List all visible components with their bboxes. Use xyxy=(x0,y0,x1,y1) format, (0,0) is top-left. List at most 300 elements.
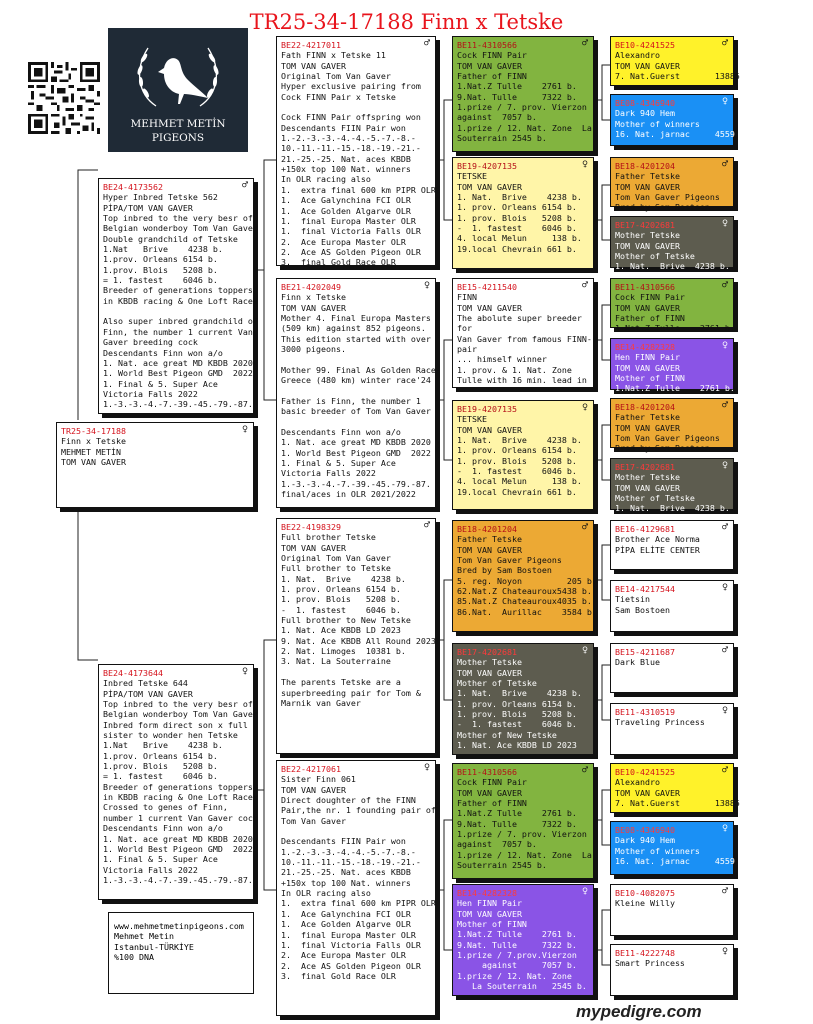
card-line: Father Tetske xyxy=(615,171,680,182)
card-line: MEHMET METİN xyxy=(61,446,121,457)
card-line: against 7057 b. xyxy=(457,839,537,850)
card-line: Hyper Inbred Tetske 562 xyxy=(103,192,218,203)
card-line: 2. Ace Europa Master OLR xyxy=(281,236,406,247)
card-granddam-paternal[interactable] xyxy=(276,278,436,508)
card-line: Mother of Tetske xyxy=(615,493,695,504)
male-symbol-icon: ♂ xyxy=(721,38,728,49)
card-line: 10.-11.-11.-15.-18.-19.-21.- xyxy=(281,143,421,154)
card-line: 1.prov. Blois 5208 b. xyxy=(103,264,218,275)
card-line: Finn, the number 1 current Van xyxy=(103,326,253,337)
card-subject[interactable] xyxy=(56,422,254,508)
card-line: Descendants FIIN Pair won xyxy=(281,836,406,847)
female-symbol-icon: ♀ xyxy=(423,762,430,773)
male-symbol-icon: ♂ xyxy=(721,645,728,656)
ring-number: BE10-4082075 xyxy=(615,888,675,898)
card-gg-8[interactable] xyxy=(610,458,734,514)
card-line: 19.local Chevrain 661 b. xyxy=(457,243,577,254)
card-line: 1.Nat Brive 4238 b. xyxy=(103,244,223,255)
card-line: 1.prize / 12. Nat. Zone La xyxy=(457,122,592,133)
card-gg-4[interactable] xyxy=(610,216,734,272)
card-line: TOM VAN GAVER xyxy=(457,544,522,555)
female-symbol-icon: ♀ xyxy=(721,823,728,834)
card-line: 1. extra final 600 km PIPR OLR xyxy=(281,898,436,909)
card-line: 1. prov. Blois 5208 b. xyxy=(457,455,577,466)
card-grandsire-paternal[interactable] xyxy=(276,36,436,266)
male-symbol-icon: ♂ xyxy=(423,38,430,49)
card-line xyxy=(103,306,249,316)
card-line: TOM VAN GAVER xyxy=(457,181,522,192)
female-symbol-icon: ♀ xyxy=(721,218,728,229)
ring-number: BE08-4346940 xyxy=(615,825,675,835)
card-line: Van Gaver from famous FINN- xyxy=(457,333,592,344)
card-grandsire-maternal[interactable] xyxy=(276,518,436,754)
card-gg-3[interactable] xyxy=(610,157,734,213)
card-line: Mother of winners xyxy=(615,118,700,129)
card-line: Mother of New Tetske xyxy=(457,729,557,740)
card-line: 1. final Europa Master OLR xyxy=(281,215,416,226)
card-line: Mother of Tetske xyxy=(615,251,695,262)
card-line: 1. Nat. Brive 4238 b. xyxy=(615,261,730,272)
qr-code-icon xyxy=(28,62,100,134)
card-line: 1. Final & 5. Super Ace xyxy=(103,378,218,389)
female-symbol-icon: ♀ xyxy=(721,340,728,351)
card-line: Direct doughter of the FINN xyxy=(281,795,416,806)
contact-dna: %100 DNA xyxy=(114,952,154,963)
card-line: 1.-3.-3.-4.-7.-39.-45.-79.-87. xyxy=(103,874,253,885)
card-line: PİPA ELİTE CENTER xyxy=(615,544,700,555)
card-line: Bred by Sam Bostoen xyxy=(615,443,710,454)
card-line: 1. prov. Orleans 6154 b. xyxy=(457,698,577,709)
ring-number: BE10-4241525 xyxy=(615,767,675,777)
card-line: Alexandro xyxy=(615,777,660,788)
ring-number: BE10-4241525 xyxy=(615,40,675,50)
card-line: 1. Nat. Brive 4238 b. xyxy=(457,435,582,446)
card-line: Gaver breeding cock xyxy=(103,337,198,348)
brand-logo xyxy=(108,28,248,152)
ring-number: BE17-4202681 xyxy=(615,220,675,230)
female-symbol-icon: ♀ xyxy=(581,886,588,897)
card-line xyxy=(281,667,431,677)
card-line: 1.Nat.Z Tulle 2761 b. xyxy=(457,929,577,940)
card-line: = 1. fastest 6046 b. xyxy=(103,771,218,782)
card-line: Mother of winners xyxy=(615,845,700,856)
card-line: Father of FINN xyxy=(457,71,527,82)
card-line: TOM VAN GAVER xyxy=(457,424,522,435)
card-line: Traveling Princess xyxy=(615,717,705,728)
ring-number: BE11-4310519 xyxy=(615,707,675,717)
card-line: Double grandchild of Tetske xyxy=(103,233,238,244)
card-line: 1. prov. Blois 5208 b. xyxy=(457,709,577,720)
card-gg-6[interactable] xyxy=(610,338,735,394)
card-line: 1.prize / 12. Nat. Zone La xyxy=(457,849,592,860)
card-line: Tulle with 16 min. lead in xyxy=(457,375,587,386)
card-line: TOM VAN GAVER xyxy=(457,302,522,313)
card-line: This edition started with over xyxy=(281,333,431,344)
card-line: 86.Nat. Aurillac 3584 b. xyxy=(457,606,597,617)
card-line: 1. prov. Blois 5208 b. xyxy=(457,212,577,223)
ring-number: BE22-4198329 xyxy=(281,522,341,532)
male-symbol-icon: ♂ xyxy=(581,38,588,49)
female-symbol-icon: ♀ xyxy=(581,402,588,413)
card-line: Full brother to New Tetske xyxy=(281,615,411,626)
card-line: Tom Van Gaver Pigeons xyxy=(457,555,562,566)
card-line: +150x top 100 Nat. winners xyxy=(281,877,411,888)
card-line: Cock FINN Pair xyxy=(457,777,527,788)
card-line: 1. prov. Orleans 6154 b. xyxy=(281,584,401,595)
card-line: Breeder of generations toppers xyxy=(103,781,253,792)
ring-number: BE18-4201204 xyxy=(615,402,675,412)
card-line: Hen FINN Pair xyxy=(457,898,522,909)
card-line: In OLR racing also xyxy=(281,174,371,185)
card-line: 1.Nat.Z Tulle 2761 b. xyxy=(615,383,735,394)
card-line: Descendants Finn won a/o xyxy=(281,426,401,437)
card-gg-1[interactable] xyxy=(610,36,740,86)
card-line: Dark 940 Hem xyxy=(615,108,675,119)
card-line: sister to wonder hen Tetske xyxy=(103,730,238,741)
card-line: ... himself winner xyxy=(457,354,547,365)
card-line: 1. Nat. Brive 4238 b. xyxy=(457,688,582,699)
card-line: 9.Nat. Tulle 7322 b. xyxy=(457,91,577,102)
card-line: 1.prize / 7. prov. Vierzon xyxy=(457,102,587,113)
card-line: 3000 pigeons. xyxy=(281,344,346,355)
card-line: 1. prov. Orleans 6154 b. xyxy=(457,202,577,213)
card-line: Mother of Tetske xyxy=(457,678,537,689)
ring-number: BE19-4207135 xyxy=(457,404,517,414)
card-line: 4. local Melun 138 b. xyxy=(457,233,582,244)
card-line: - 1. fastest 6046 b. xyxy=(457,466,577,477)
ring-number: BE17-4202681 xyxy=(615,462,675,472)
card-line: 1. extra final 600 km PIPR OLR xyxy=(281,184,436,195)
card-line: Father of FINN xyxy=(615,313,685,324)
card-line: Finn x Tetske xyxy=(281,292,346,303)
card-line: Pair,the nr. 1 founding pair of xyxy=(281,805,436,816)
card-line: 7. Nat.Guerst 13885 xyxy=(615,71,740,82)
ring-number: BE17-4202681 xyxy=(457,647,517,657)
card-line: in KBDB racing & One Loft Races xyxy=(103,792,258,803)
ring-number: BE14-4282328 xyxy=(457,888,517,898)
card-line: Tom Van Gaver Pigeons xyxy=(615,192,720,203)
card-line: 2. Ace AS Golden Pigeon OLR xyxy=(281,246,421,257)
card-line: Tietsin xyxy=(615,594,650,605)
ring-number: BE11-4310566 xyxy=(457,767,517,777)
card-line: TOM VAN GAVER xyxy=(457,908,522,919)
card-line: Inbred Tetske 644 xyxy=(103,678,188,689)
card-line: PİPA/TOM VAN GAVER xyxy=(103,202,193,213)
card-ggp-7[interactable] xyxy=(452,763,594,879)
card-line: Mother of FINN xyxy=(457,919,527,930)
logo-subtitle: PIGEONS xyxy=(151,132,205,144)
card-line: 1.Nat Brive 4238 b. xyxy=(103,740,223,751)
card-line: Mother Tetske xyxy=(615,472,680,483)
card-line: Cock FINN Pair xyxy=(615,292,685,303)
card-line: TOM VAN GAVER xyxy=(615,240,680,251)
ring-number: BE24-4173562 xyxy=(103,182,163,192)
card-line: 2. Nat. Limoges 10381 b. xyxy=(281,646,406,657)
card-line: The parents Tetske are a xyxy=(281,677,401,688)
card-line: Mother 4. Final Europa Masters xyxy=(281,313,431,324)
card-line: 1. Final & 5. Super Ace xyxy=(281,457,396,468)
contact-owner: Mehmet Metin xyxy=(114,931,174,942)
card-ggp-5[interactable] xyxy=(452,520,597,632)
card-line: Original Tom Van Gaver xyxy=(281,553,391,564)
card-line: Mother of FINN xyxy=(615,373,685,384)
ring-number: BE11-4310566 xyxy=(457,40,517,50)
female-symbol-icon: ♀ xyxy=(581,159,588,170)
card-line: in KBDB racing & One Loft Races xyxy=(103,295,258,306)
card-line: Victoria Falls 2022 xyxy=(103,388,198,399)
card-ggp-8[interactable] xyxy=(452,884,594,996)
card-line: 1.-2.-3.-3.-4.-4.-5.-7.-8.- xyxy=(281,846,416,857)
male-symbol-icon: ♂ xyxy=(721,765,728,776)
card-line: - 1. fastest 6046 b. xyxy=(281,604,401,615)
card-line: 1. Nat. Ace KBDB LD 2023 xyxy=(281,625,401,636)
card-line: Breeder of generations toppers xyxy=(103,285,253,296)
card-line: Descendants Finn won a/o xyxy=(103,347,223,358)
card-line: +150x top 100 Nat. winners xyxy=(281,164,411,175)
ring-number: TR25-34-17188 xyxy=(61,426,126,436)
female-symbol-icon: ♀ xyxy=(721,705,728,716)
male-symbol-icon: ♂ xyxy=(581,280,588,291)
contact-website: www.mehmetmetinpigeons.com xyxy=(114,921,244,931)
ring-number: BE11-4222748 xyxy=(615,948,675,958)
male-symbol-icon: ♂ xyxy=(721,159,728,170)
card-line: Fath FINN x Tetske 11 xyxy=(281,50,386,61)
card-gg-12[interactable] xyxy=(610,703,734,755)
card-line: Souterrain 2545 b. xyxy=(457,133,547,144)
ring-number: BE24-4173644 xyxy=(103,668,163,678)
ring-number: BE21-4202049 xyxy=(281,282,341,292)
card-line: Tom Van Gaver xyxy=(281,815,346,826)
card-line: 62.Nat.Z Chateauroux5438 b. xyxy=(457,586,592,597)
card-line: final/aces in OLR 2021/2022 xyxy=(281,488,416,499)
card-line: 1. prov. Blois 5208 b. xyxy=(281,594,401,605)
card-line: TOM VAN GAVER xyxy=(615,302,680,313)
card-line: 1.Nat.Z Tulle 2761 b. xyxy=(615,323,735,334)
ring-number: BE15-4211687 xyxy=(615,647,675,657)
card-line: 1.-3.-3.-4.-7.-39.-45.-79.-87. xyxy=(103,399,253,410)
card-line: 1.-2.-3.-3.-4.-4.-5.-7.-8.- xyxy=(281,133,416,144)
card-gg-9[interactable] xyxy=(610,520,734,570)
card-line: (509 km) against 852 pigeons. xyxy=(281,323,426,334)
card-line: TOM VAN GAVER xyxy=(61,457,126,468)
card-line: TETSKE xyxy=(457,171,487,182)
ring-number: BE19-4207135 xyxy=(457,161,517,171)
card-gg-2[interactable] xyxy=(610,94,734,146)
card-line: 4. local Melun 138 b. xyxy=(457,476,582,487)
pigeon-wreath-icon xyxy=(108,28,248,118)
card-line: 1.prov. Blois 5208 b. xyxy=(103,761,218,772)
card-line: 1. final Victoria Falls OLR xyxy=(281,939,421,950)
card-line: 1. Ace Golden Algarve OLR xyxy=(281,919,411,930)
card-line: Father Tetske xyxy=(615,412,680,423)
footer-brand: mypedigre.com xyxy=(576,1002,702,1021)
card-line: 1. prov. Orleans 6154 b. xyxy=(457,445,577,456)
card-gg-16[interactable] xyxy=(610,944,734,996)
card-line: Alexandro xyxy=(615,50,660,61)
card-line: 10.-11.-11.-15.-18.-19.-21.- xyxy=(281,857,421,868)
card-line: Finn x Tetske xyxy=(61,436,126,447)
card-ggp-4[interactable] xyxy=(452,400,594,510)
card-line: Souterrain 2545 b. xyxy=(457,860,547,871)
card-line: Top inbred to the very besr of xyxy=(103,213,253,224)
card-line: 9. Nat. Ace KBDB All Round 2023 xyxy=(281,635,436,646)
card-line: TOM VAN GAVER xyxy=(615,181,680,192)
female-symbol-icon: ♀ xyxy=(721,460,728,471)
card-line: 21.-25.-25. Nat. aces KBDB xyxy=(281,867,411,878)
card-line: Belgian wonderboy Tom Van Gaver xyxy=(103,709,258,720)
card-line: 7. Nat.Guerst 13885 xyxy=(615,798,740,809)
card-line: Father Tetske xyxy=(457,534,522,545)
ring-number: BE18-4201204 xyxy=(615,161,675,171)
card-line: TOM VAN GAVER xyxy=(457,60,522,71)
card-line: The abolute super breeder xyxy=(457,313,582,324)
card-line: 1.prize / 12. Nat. Zone xyxy=(457,970,572,981)
card-line: Bred by Sam Bostoen xyxy=(615,202,710,213)
card-line: = 1. fastest 6046 b. xyxy=(103,275,218,286)
card-line: 3. final Gold Race OLR xyxy=(281,970,396,981)
male-symbol-icon: ♂ xyxy=(721,886,728,897)
card-line: TOM VAN GAVER xyxy=(281,60,346,71)
card-line: 1. prov. & 1. Nat. Zone xyxy=(457,364,572,375)
card-line: 19.local Chevrain 661 b. xyxy=(457,486,577,497)
female-symbol-icon: ♀ xyxy=(721,582,728,593)
card-line: TOM VAN GAVER xyxy=(281,542,346,553)
card-ggp-6[interactable] xyxy=(452,643,594,755)
male-symbol-icon: ♂ xyxy=(423,520,430,531)
card-line: 85.Nat.Z Chateauroux4035 b. xyxy=(457,596,592,607)
card-line: TOM VAN GAVER xyxy=(457,667,522,678)
female-symbol-icon: ♀ xyxy=(581,645,588,656)
card-line: pair xyxy=(457,344,477,355)
card-line: Victoria Falls 2022 xyxy=(103,864,198,875)
card-line xyxy=(281,385,431,395)
card-line: Belgian wonderboy Tom Van Gaver xyxy=(103,223,258,234)
card-line: against 7057 b. xyxy=(457,112,537,123)
card-line: FINN xyxy=(457,292,477,303)
card-line: Mother Tetske xyxy=(615,230,680,241)
card-line: Hyper exclusive pairing from xyxy=(281,81,421,92)
card-gg-13[interactable] xyxy=(610,763,740,813)
card-dam[interactable] xyxy=(98,664,258,900)
card-line: TOM VAN GAVER xyxy=(281,784,346,795)
card-line: 9.Nat. Tulle 7322 b. xyxy=(457,939,577,950)
card-line: against 7057 b. xyxy=(457,960,577,971)
card-ggp-1[interactable] xyxy=(452,36,594,152)
card-line: Dark Blue xyxy=(615,657,660,668)
card-line: 1. World Best Pigeon GMD 2022 xyxy=(103,843,253,854)
ring-number: BE22-4217061 xyxy=(281,764,341,774)
card-line: Victoria Falls 2022 xyxy=(281,468,376,479)
card-line: 1.Nat.Z Tulle 2761 b. xyxy=(457,81,577,92)
card-line: 1. final Victoria Falls OLR xyxy=(281,226,421,237)
card-line: Also super inbred grandchild of xyxy=(103,316,258,327)
card-line: Descendants Finn won a/o xyxy=(103,823,223,834)
male-symbol-icon: ♂ xyxy=(721,400,728,411)
card-line xyxy=(281,826,431,836)
card-line: 1.prov. Orleans 6154 b. xyxy=(103,254,218,265)
card-line: Cock FINN Pair x Tetske xyxy=(281,91,396,102)
card-line: Kleine Willy xyxy=(615,898,675,909)
card-line: Top inbred to the very besr of xyxy=(103,699,253,710)
card-gg-5[interactable] xyxy=(610,278,735,334)
card-line: 1. Final & 5. Super Ace xyxy=(103,854,218,865)
card-line: Brother Ace Norma xyxy=(615,534,700,545)
card-line xyxy=(281,354,431,364)
card-gg-14[interactable] xyxy=(610,821,734,875)
card-line: - 1. fastest 6046 b. xyxy=(457,223,577,234)
ring-number: BE11-4310566 xyxy=(615,282,675,292)
card-gg-7[interactable] xyxy=(610,398,734,454)
card-line: 1. Ace Galynchina FCI OLR xyxy=(281,908,411,919)
card-line: Sister Finn 061 xyxy=(281,774,356,785)
card-line: Bred by Sam Bostoen xyxy=(457,565,552,576)
ring-number: BE15-4211540 xyxy=(457,282,517,292)
card-line: Mother 99. Final As Golden Race xyxy=(281,364,436,375)
card-gg-10[interactable] xyxy=(610,580,734,632)
card-line: 1. Nat. ace great MD KBDB 2020 xyxy=(281,437,431,448)
card-sire[interactable] xyxy=(98,178,258,414)
card-gg-11[interactable] xyxy=(610,643,734,693)
male-symbol-icon: ♂ xyxy=(581,765,588,776)
card-line: 1.prize / 7.prov.Vierzon xyxy=(457,950,577,961)
card-line: Marnik van Gaver xyxy=(281,697,361,708)
card-line: Father of FINN xyxy=(457,798,527,809)
card-line: 9.Nat. Tulle 7322 b. xyxy=(457,818,577,829)
card-line: Original Tom Van Gaver xyxy=(281,71,391,82)
card-gg-15[interactable] xyxy=(610,884,734,936)
female-symbol-icon: ♀ xyxy=(721,946,728,957)
card-line: 21.-25.-25. Nat. aces KBDB xyxy=(281,153,411,164)
card-line: Greece (480 km) winter race'24 xyxy=(281,375,431,386)
card-line: 16. Nat. jarnac 4559 xyxy=(615,856,735,867)
card-line: 1. final Europa Master OLR xyxy=(281,929,416,940)
female-symbol-icon: ♀ xyxy=(721,96,728,107)
card-line: Father is Finn, the number 1 xyxy=(281,395,421,406)
card-line: PİPA/TOM VAN GAVER xyxy=(103,688,193,699)
card-line: TOM VAN GAVER xyxy=(615,422,680,433)
card-line: 1.Nat.Z Tulle 2761 b. xyxy=(457,808,577,819)
page-title: TR25-34-17188 Finn x Tetske xyxy=(249,10,564,34)
card-ggp-2[interactable] xyxy=(452,157,594,269)
logo-name: MEHMET METİN xyxy=(130,118,226,130)
card-line: 1.prov. Orleans 6154 b. xyxy=(103,750,218,761)
card-line: In OLR racing also xyxy=(281,888,371,899)
card-line: Inbred form direct son x full xyxy=(103,719,248,730)
male-symbol-icon: ♂ xyxy=(581,522,588,533)
card-line: TOM VAN GAVER xyxy=(615,60,680,71)
ring-number: BE14-4217544 xyxy=(615,584,675,594)
card-line: 1.-3.-3.-4.-7.-39.-45.-79.-87. xyxy=(281,478,431,489)
card-line: 1. Nat. Brive 4238 b. xyxy=(615,503,730,514)
contact-box xyxy=(108,912,254,994)
male-symbol-icon: ♂ xyxy=(721,522,728,533)
card-line: 1. Ace Golden Algarve OLR xyxy=(281,205,411,216)
ring-number: BE14-4282328 xyxy=(615,342,675,352)
card-granddam-maternal[interactable] xyxy=(276,760,436,1016)
card-ggp-3[interactable] xyxy=(452,278,594,388)
card-line: 1. Nat. Brive 4238 b. xyxy=(281,573,406,584)
card-line: 1. World Best Pigeon GMD 2022 xyxy=(103,368,253,379)
card-line: 1. Nat. ace great MD KBDB 2020 xyxy=(103,357,253,368)
card-line: number 1 current Van Gaver cock xyxy=(103,812,258,823)
card-line: Tom Van Gaver Pigeons xyxy=(615,433,720,444)
card-line: Cock FINN Pair offspring won xyxy=(281,112,421,123)
card-line: 1. Nat. Ace KBDB LD 2023 xyxy=(457,740,577,751)
card-line: Mother Tetske xyxy=(457,657,522,668)
card-line: 1. Ace Galynchina FCI OLR xyxy=(281,195,411,206)
card-line: 1. Nat. ace great MD KBDB 2020 xyxy=(103,833,253,844)
card-line: Full brother Tetske xyxy=(281,532,376,543)
